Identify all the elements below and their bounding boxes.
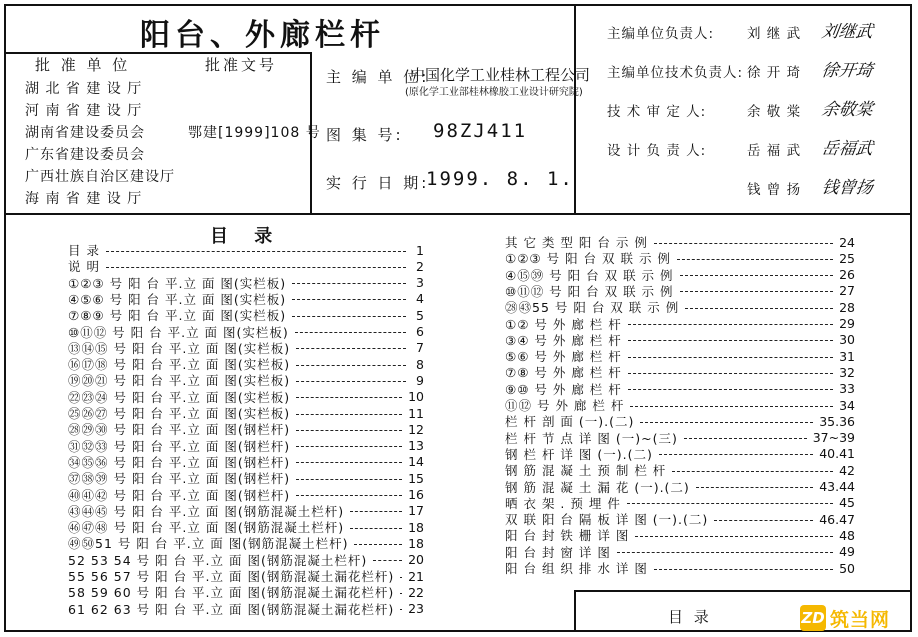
toc-row	[505, 234, 855, 250]
toc-row	[505, 250, 855, 266]
atlas-number-label: 图 集 号:	[326, 126, 404, 144]
toc-page-number: 26	[839, 267, 855, 283]
toc-row	[68, 389, 424, 405]
personnel-role: 技 术 审 定 人:	[607, 104, 707, 120]
toc-row	[68, 242, 424, 258]
toc-page-number: 20	[408, 552, 424, 568]
toc-row	[68, 275, 424, 291]
toc-page-number: 22	[408, 584, 424, 600]
toc-row	[505, 446, 855, 462]
toc-leader-dots	[672, 471, 833, 472]
toc-leader-dots	[685, 308, 833, 309]
toc-entry-text: ①②③ 号 阳 台 双 联 示 例	[505, 251, 671, 267]
toc-entry-text: 目 录	[68, 243, 100, 258]
approval-unit: 广西壮族自治区建设厅	[25, 169, 175, 185]
toc-entry-text: 双 联 阳 台 隔 板 详 图 (一).(二)	[505, 512, 709, 528]
toc-leader-dots	[714, 520, 813, 521]
toc-leader-dots	[628, 324, 833, 325]
toc-entry-text: ⑨⑩ 号 外 廊 栏 杆	[505, 381, 622, 397]
toc-row	[505, 316, 855, 332]
personnel-signature: 刘继武	[820, 22, 875, 42]
toc-leader-dots	[640, 422, 813, 423]
toc-leader-dots	[400, 609, 402, 610]
toc-page-number: 40.41	[819, 446, 855, 462]
toc-entry-text: ㊸㊹㊺ 号 阳 台 平.立 面 图(钢筋混凝土栏杆)	[68, 503, 345, 519]
toc-row	[68, 356, 424, 372]
page-title: 阳台、外廊栏杆	[140, 18, 385, 53]
toc-entry-text: ㉞㉟㊱ 号 阳 台 平.立 面 图(钢栏杆)	[68, 454, 291, 470]
toc-entry-text: ⑦⑧⑨ 号 阳 台 平.立 面 图(实栏板)	[68, 308, 287, 324]
toc-page-number: 23	[408, 601, 424, 617]
toc-leader-dots	[350, 528, 402, 529]
toc-entry-text: 61 62 63 号 阳 台 平.立 面 图(钢筋混凝土漏花栏杆)	[68, 601, 395, 617]
toc-leader-dots	[628, 373, 833, 374]
toc-entry-text: ㊲㊳㊴ 号 阳 台 平.立 面 图(钢栏杆)	[68, 471, 291, 487]
toc-leader-dots	[677, 259, 833, 260]
toc-entry-text: 52 53 54 号 阳 台 平.立 面 图(钢筋混凝土栏杆)	[68, 552, 368, 568]
toc-page-number: 1	[416, 242, 424, 258]
toc-leader-dots	[296, 495, 402, 496]
toc-page-number: 4	[416, 291, 424, 307]
personnel-signature: 徐开琦	[820, 61, 875, 81]
toc-page-number: 18	[408, 535, 424, 551]
toc-entry-text: ㊻㊼㊽ 号 阳 台 平.立 面 图(钢筋混凝土栏杆)	[68, 520, 345, 536]
toc-entry-text: ⑩⑪⑫ 号 阳 台 双 联 示 例	[505, 283, 674, 299]
toc-leader-dots	[628, 389, 833, 390]
editor-unit-note: (原化学工业部桂林橡胶工业设计研究院)	[405, 87, 583, 98]
toc-row	[505, 462, 855, 478]
toc-leader-dots	[400, 577, 402, 578]
toc-leader-dots	[106, 267, 406, 268]
toc-page-number: 6	[416, 324, 424, 339]
toc-row	[68, 601, 424, 617]
toc-row	[505, 381, 855, 397]
watermark-text: 筑当网	[830, 608, 891, 631]
toc-row	[505, 299, 855, 315]
toc-leader-dots	[400, 593, 402, 594]
toc-page-number: 12	[408, 421, 424, 437]
toc-entry-text: ⑯⑰⑱ 号 阳 台 平.立 面 图(实栏板)	[68, 357, 291, 373]
toc-leader-dots	[628, 340, 833, 341]
toc-row	[505, 511, 855, 527]
toc-row	[505, 479, 855, 495]
toc-page-number: 15	[408, 470, 424, 486]
toc-entry-text: ㊵㊶㊷ 号 阳 台 平.立 面 图(钢栏杆)	[68, 487, 291, 503]
toc-row	[68, 324, 424, 340]
toc-row	[68, 535, 424, 551]
toc-leader-dots	[296, 414, 402, 415]
approval-unit: 河 南 省 建 设 厅	[25, 103, 143, 119]
toc-row	[68, 487, 424, 503]
toc-entry-text: ㉕㉖㉗ 号 阳 台 平.立 面 图(实栏板)	[68, 406, 291, 421]
toc-leader-dots	[296, 430, 402, 431]
personnel-name: 余 敬 棠	[747, 104, 802, 120]
toc-entry-text: 阳 台 组 织 排 水 详 图	[505, 561, 648, 576]
toc-page-number: 34	[839, 397, 855, 413]
toc-page-number: 50	[839, 560, 855, 576]
toc-entry-text: ㉛㉜㉝ 号 阳 台 平.立 面 图(钢栏杆)	[68, 438, 291, 454]
toc-row	[68, 405, 424, 421]
atlas-number: 98ZJ411	[433, 120, 528, 142]
toc-page-number: 27	[839, 283, 855, 299]
toc-leader-dots	[627, 503, 833, 504]
toc-row	[68, 519, 424, 535]
toc-page-number: 48	[839, 527, 855, 543]
toc-page-number: 32	[839, 364, 855, 380]
toc-page-number: 25	[839, 250, 855, 266]
toc-leader-dots	[628, 357, 833, 358]
toc-page-number: 7	[416, 340, 424, 356]
toc-page-number: 42	[839, 462, 855, 478]
toc-entry-text: ⑩⑪⑫ 号 阳 台 平.立 面 图(实栏板)	[68, 324, 289, 340]
toc-leader-dots	[292, 283, 406, 284]
toc-leader-dots	[292, 299, 406, 300]
toc-page-number: 24	[839, 234, 855, 250]
toc-entry-text: ⑪⑫ 号 外 廊 栏 杆	[505, 398, 625, 413]
toc-page-number: 31	[839, 348, 855, 364]
toc-leader-dots	[680, 291, 834, 292]
toc-entry-text: 阳 台 封 铁 栅 详 图	[505, 528, 630, 544]
personnel-role: 设 计 负 责 人:	[607, 143, 707, 159]
watermark-logo-icon: ZD	[800, 605, 826, 631]
toc-row	[505, 413, 855, 429]
personnel-name: 钱 曾 扬	[747, 182, 802, 198]
toc-row	[505, 495, 855, 511]
toc-page-number: 35.36	[819, 413, 855, 429]
toc-page-number: 13	[408, 438, 424, 454]
title-block-label: 目 录	[668, 608, 712, 626]
toc-leader-dots	[684, 438, 807, 439]
toc-entry-text: 钢 栏 杆 详 图 (一).(二)	[505, 446, 653, 462]
toc-leader-dots	[296, 365, 406, 366]
toc-entry-text: ①②③ 号 阳 台 平.立 面 图(实栏板)	[68, 275, 287, 291]
toc-page-number: 49	[839, 544, 855, 560]
toc-page-number: 43.44	[819, 479, 855, 494]
approval-unit: 湖南省建设委员会	[25, 125, 145, 141]
toc-leader-dots	[654, 569, 833, 570]
toc-leader-dots	[635, 536, 833, 537]
toc-page-number: 18	[408, 519, 424, 535]
toc-leader-dots	[630, 406, 833, 407]
toc-leader-dots	[659, 454, 813, 455]
toc-entry-text: ⑲⑳㉑ 号 阳 台 平.立 面 图(实栏板)	[68, 373, 291, 389]
toc-row	[68, 372, 424, 388]
toc-leader-dots	[292, 316, 406, 317]
toc-entry-text: 其 它 类 型 阳 台 示 例	[505, 235, 648, 250]
toc-page-number: 21	[408, 568, 424, 584]
toc-page-number: 29	[839, 316, 855, 331]
toc-page-number: 8	[416, 356, 424, 372]
editor-unit-label: 主 编 单 位:	[326, 68, 430, 86]
toc-leader-dots	[296, 446, 402, 447]
header-vertical-divider	[574, 4, 576, 214]
header-divider	[4, 213, 912, 215]
toc-entry-text: ⑬⑭⑮ 号 阳 台 平.立 面 图(实栏板)	[68, 340, 291, 356]
personnel-signature: 钱曾扬	[820, 178, 875, 198]
toc-leader-dots	[106, 251, 406, 252]
editor-unit: 中国化学工业桂林工程公司	[410, 66, 591, 84]
toc-leader-dots	[617, 552, 833, 553]
toc-leader-dots	[296, 348, 406, 349]
toc-row	[505, 283, 855, 299]
toc-row	[68, 340, 424, 356]
toc-leader-dots	[373, 560, 402, 561]
toc-page-number: 45	[839, 495, 855, 511]
toc-page-number: 28	[839, 299, 855, 315]
toc-page-number: 37~39	[812, 430, 855, 446]
toc-entry-text: ㉘㉙㉚ 号 阳 台 平.立 面 图(钢栏杆)	[68, 422, 291, 438]
toc-row	[68, 438, 424, 454]
toc-row	[505, 544, 855, 560]
toc-row	[68, 307, 424, 323]
toc-row	[68, 291, 424, 307]
approval-unit: 海 南 省 建 设 厅	[25, 191, 143, 207]
personnel-role: 主编单位技术负责人:	[607, 65, 744, 81]
toc-entry-text: 55 56 57 号 阳 台 平.立 面 图(钢筋混凝土漏花栏杆)	[68, 569, 395, 584]
personnel-signature: 余敬棠	[820, 100, 875, 120]
approval-unit: 湖 北 省 建 设 厅	[25, 81, 143, 97]
toc-page-number: 5	[416, 307, 424, 323]
toc-leader-dots	[296, 479, 402, 480]
toc-row	[505, 397, 855, 413]
toc-entry-text: ③④ 号 外 廊 栏 杆	[505, 332, 622, 348]
toc-entry-text: ⑤⑥ 号 外 廊 栏 杆	[505, 349, 622, 365]
effective-date: 1999. 8. 1.	[426, 168, 574, 190]
toc-page-number: 2	[416, 258, 424, 274]
toc-row	[68, 258, 424, 274]
toc-row	[68, 568, 424, 584]
toc-leader-dots	[654, 243, 833, 244]
toc-entry-text: ㊾㊿51 号 阳 台 平.立 面 图(钢筋混凝土栏杆)	[68, 536, 349, 552]
toc-leader-dots	[295, 332, 406, 333]
approval-unit: 广东省建设委员会	[25, 147, 145, 163]
toc-row	[68, 421, 424, 437]
toc-page-number: 30	[839, 332, 855, 348]
toc-page-number: 14	[408, 454, 424, 470]
toc-row	[505, 430, 855, 446]
toc-row	[68, 552, 424, 568]
toc-entry-text: 说 明	[68, 259, 100, 275]
toc-page-number: 17	[408, 503, 424, 519]
toc-leader-dots	[296, 462, 402, 463]
toc-entry-text: ㉘㊸55 号 阳 台 双 联 示 例	[505, 300, 680, 316]
toc-leader-dots	[354, 544, 402, 545]
toc-row	[505, 332, 855, 348]
toc-leader-dots	[296, 397, 402, 398]
approval-doc-number: 鄂建[1999]108 号	[188, 125, 321, 141]
site-watermark	[800, 603, 910, 633]
toc-row	[505, 348, 855, 364]
toc-entry-text: 栏 杆 节 点 详 图 (一)~(三)	[505, 430, 678, 446]
personnel-name: 岳 福 武	[747, 143, 802, 159]
toc-leader-dots	[696, 487, 813, 488]
toc-row	[68, 503, 424, 519]
personnel-name: 刘 继 武	[747, 26, 802, 42]
toc-leader-dots	[350, 511, 402, 512]
toc-title: 目 录	[210, 226, 283, 247]
toc-entry-text: 58 59 60 号 阳 台 平.立 面 图(钢筋混凝土漏花栏杆)	[68, 585, 395, 601]
toc-page-number: 46.47	[819, 511, 855, 527]
effective-date-label: 实 行 日 期:	[326, 174, 430, 192]
toc-row	[68, 470, 424, 486]
personnel-signature: 岳福武	[820, 139, 875, 159]
toc-entry-text: 钢 筋 混 凝 土 预 制 栏 杆	[505, 463, 667, 479]
approval-doc-label: 批准文号	[205, 56, 278, 74]
toc-entry-text: ④⑤⑥ 号 阳 台 平.立 面 图(实栏板)	[68, 291, 287, 307]
toc-row	[505, 560, 855, 576]
toc-entry-text: 栏 杆 剖 面 (一).(二)	[505, 414, 635, 430]
toc-entry-text: ①② 号 外 廊 栏 杆	[505, 316, 622, 332]
toc-entry-text: ⑦⑧ 号 外 廊 栏 杆	[505, 365, 622, 381]
toc-entry-text: 阳 台 封 窗 详 图	[505, 544, 611, 560]
toc-row	[505, 527, 855, 543]
toc-page-number: 3	[416, 275, 424, 291]
personnel-role: 主编单位负责人:	[607, 26, 715, 42]
toc-entry-text: ④⑮㊴ 号 阳 台 双 联 示 例	[505, 267, 674, 283]
toc-row	[68, 454, 424, 470]
toc-page-number: 10	[408, 389, 424, 405]
toc-entry-text: 晒 衣 架 . 预 埋 件	[505, 495, 621, 511]
toc-entry-text: ㉒㉓㉔ 号 阳 台 平.立 面 图(实栏板)	[68, 389, 291, 405]
toc-leader-dots	[680, 275, 834, 276]
toc-page-number: 33	[839, 381, 855, 397]
personnel-name: 徐 开 琦	[747, 65, 802, 81]
toc-row	[505, 364, 855, 380]
toc-entry-text: 钢 筋 混 凝 土 漏 花 (一).(二)	[505, 479, 690, 495]
toc-leader-dots	[296, 381, 406, 382]
toc-row	[505, 267, 855, 283]
toc-page-number: 9	[416, 372, 424, 388]
toc-page-number: 11	[408, 405, 424, 421]
toc-page-number: 16	[408, 487, 424, 502]
toc-row	[68, 584, 424, 600]
approval-unit-label: 批 准 单 位	[35, 56, 131, 74]
